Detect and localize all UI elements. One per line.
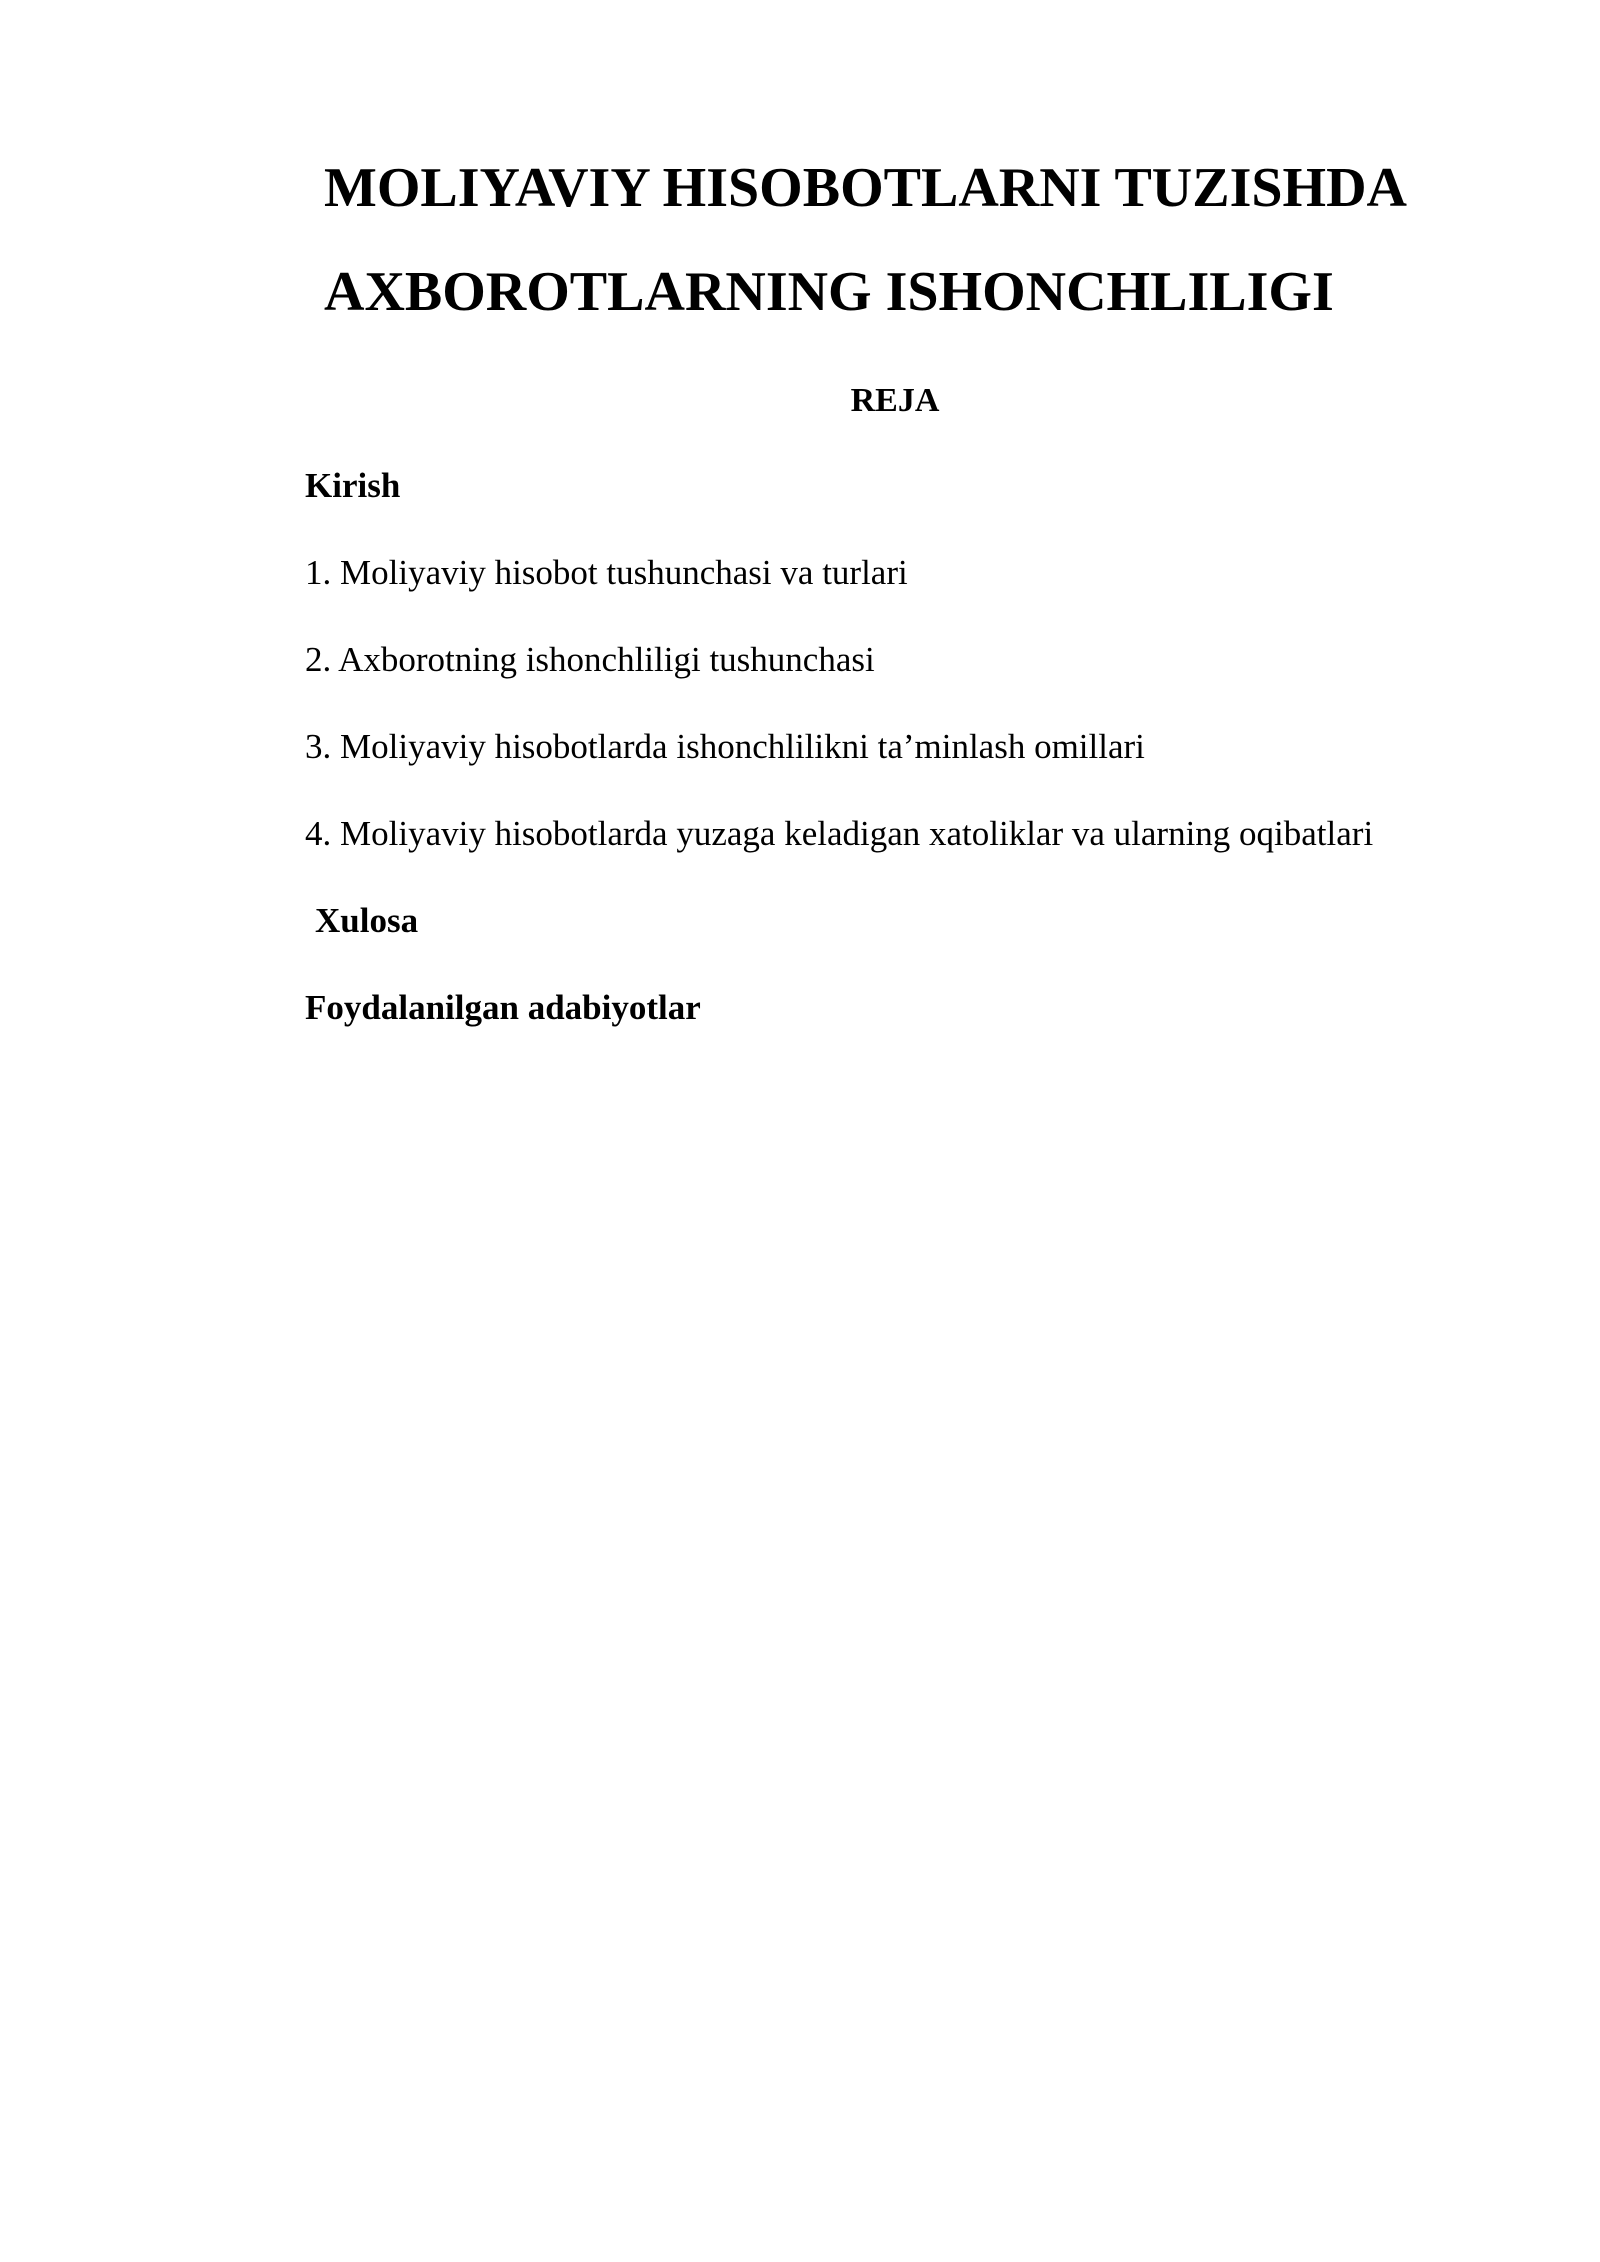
plan-item: 4. Moliyaviy hisobotlarda yuzaga keladigan xatoliklar va ularning oqibatlari bbox=[305, 814, 1374, 853]
conclusion-heading: Xulosa bbox=[315, 901, 419, 940]
plan-heading: REJA bbox=[850, 382, 940, 419]
intro-heading: Kirish bbox=[305, 466, 401, 505]
document-title-line-1: MOLIYAVIY HISOBOTLARNI TUZISHDA bbox=[324, 157, 1407, 219]
document-title-line-2: AXBOROTLARNING ISHONCHLILIGI bbox=[324, 261, 1334, 323]
plan-item: 2. Axborotning ishonchliligi tushunchasi bbox=[305, 640, 875, 679]
plan-item: 3. Moliyaviy hisobotlarda ishonchlilikni ta’minlash omillari bbox=[305, 727, 1145, 766]
plan-item: 1. Moliyaviy hisobot tushunchasi va turlari bbox=[305, 553, 908, 592]
references-heading: Foydalanilgan adabiyotlar bbox=[305, 988, 701, 1027]
